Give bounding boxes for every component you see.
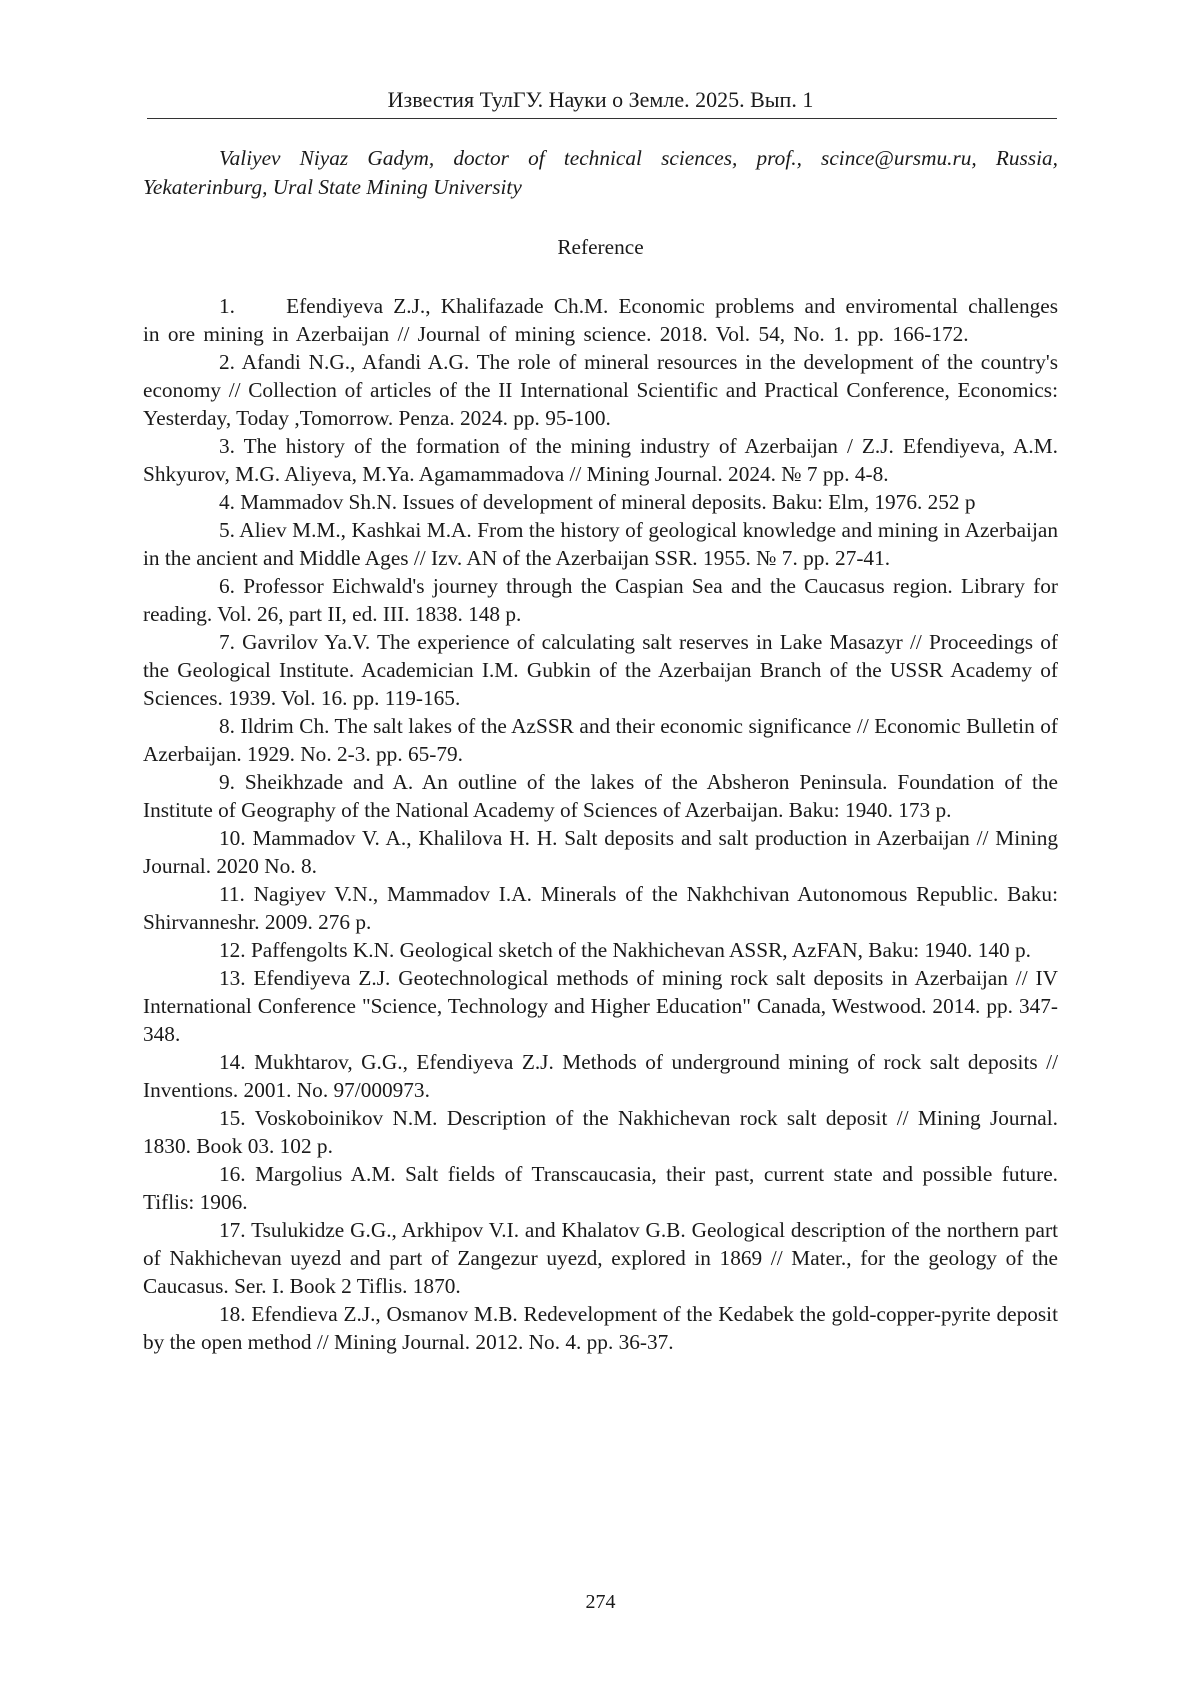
reference-item: 18. Efendieva Z.J., Osmanov M.B. Redevelopment of the Kedabek the gold-copper-pyrite deposit by the open method // Mining Journal. 2012. No. 4. pp. 36-37. [143,1302,1058,1354]
reference-item: 13. Efendiyeva Z.J. Geotechnological methods of mining rock salt deposits in Azerbaijan // IV International Conference "Science, Technology and Higher Education" Canada, Westwood. 2014. pp. 347-348. [143,966,1058,1046]
reference-item: 5. Aliev M.M., Kashkai M.A. From the history of geological knowledge and mining in Azerbaijan in the ancient and Middle Ages // Izv. AN of the Azerbaijan SSR. 1955. № 7. pp. 27-41. [143,518,1058,570]
reference-item: 15. Voskoboinikov N.M. Description of the Nakhichevan rock salt deposit // Mining Journal. 1830. Book 03. 102 p. [143,1106,1058,1158]
document-page [143,0,1058,1697]
reference-item: 10. Mammadov V. A., Khalilova H. H. Salt deposits and salt production in Azerbaijan // Mining Journal. 2020 No. 8. [143,826,1058,878]
reference-item: 8. Ildrim Ch. The salt lakes of the AzSSR and their economic significance // Economic Bulletin of Azerbaijan. 1929. No. 2-3. pp. 65-79. [143,714,1058,766]
references-heading: Reference [557,235,644,259]
header-divider [147,118,1057,119]
author-info: Valiyev Niyaz Gadym, doctor of technical sciences, prof., scince@ursmu.ru, Russia, Yekaterinburg, Ural State Mining University [143,146,1058,199]
reference-item: 12. Paffengolts K.N. Geological sketch of the Nakhichevan ASSR, AzFAN, Baku: 1940. 140 p. [219,938,1031,962]
reference-item: 11. Nagiyev V.N., Mammadov I.A. Minerals of the Nakhchivan Autonomous Republic. Baku: Shirvanneshr. 2009. 276 p. [143,882,1058,934]
page-number: 274 [585,1591,616,1613]
reference-item: 14. Mukhtarov, G.G., Efendiyeva Z.J. Methods of underground mining of rock salt deposits // Inventions. 2001. No. 97/000973. [143,1050,1058,1102]
reference-item: 17. Tsulukidze G.G., Arkhipov V.I. and Khalatov G.B. Geological description of the northern part of Nakhichevan uyezd and part of Zangezur uyezd, explored in 1869 // Mater., for the geology of the Caucasus. Ser. I. Book 2 Tiflis. 1870. [143,1218,1058,1298]
running-header: Известия ТулГУ. Науки о Земле. 2025. Вып. 1 [387,87,814,112]
reference-item: 2. Afandi N.G., Afandi A.G. The role of mineral resources in the development of the country's economy // Collection of articles of the II International Scientific and Practical Conference, Economics: Yesterday, Today ,Tomorrow. Penza. 2024. pp. 95-100. [143,350,1058,430]
reference-item: 4. Mammadov Sh.N. Issues of development of mineral deposits. Baku: Elm, 1976. 252 p [219,490,976,514]
reference-item: 9. Sheikhzade and A. An outline of the lakes of the Absheron Peninsula. Foundation of the Institute of Geography of the National Academy of Sciences of Azerbaijan. Baku: 1940. 173 p. [143,770,1058,822]
reference-item: 6. Professor Eichwald's journey through the Caspian Sea and the Caucasus region. Library for reading. Vol. 26, part II, ed. III. 1838. 148 p. [143,574,1058,626]
reference-item: 3. The history of the formation of the mining industry of Azerbaijan / Z.J. Efendiyeva, A.M. Shkyurov, M.G. Aliyeva, M.Ya. Agamammadova // Mining Journal. 2024. № 7 pp. 4-8. [143,434,1058,486]
reference-item: 1. Efendiyeva Z.J., Khalifazade Ch.M. Economic problems and enviromental challenges in ore mining in Azerbaijan // Journal of mining science. 2018. Vol. 54, No. 1. pp. 166-172. [143,294,1058,346]
reference-item: 16. Margolius A.M. Salt fields of Transcaucasia, their past, current state and possible future. Tiflis: 1906. [143,1162,1058,1214]
reference-list [143,292,1058,1356]
reference-item: 7. Gavrilov Ya.V. The experience of calculating salt reserves in Lake Masazyr // Proceedings of the Geological Institute. Academician I.M. Gubkin of the Azerbaijan Branch of the USSR Academy of Sciences. 1939. Vol. 16. pp. 119-165. [143,630,1058,710]
